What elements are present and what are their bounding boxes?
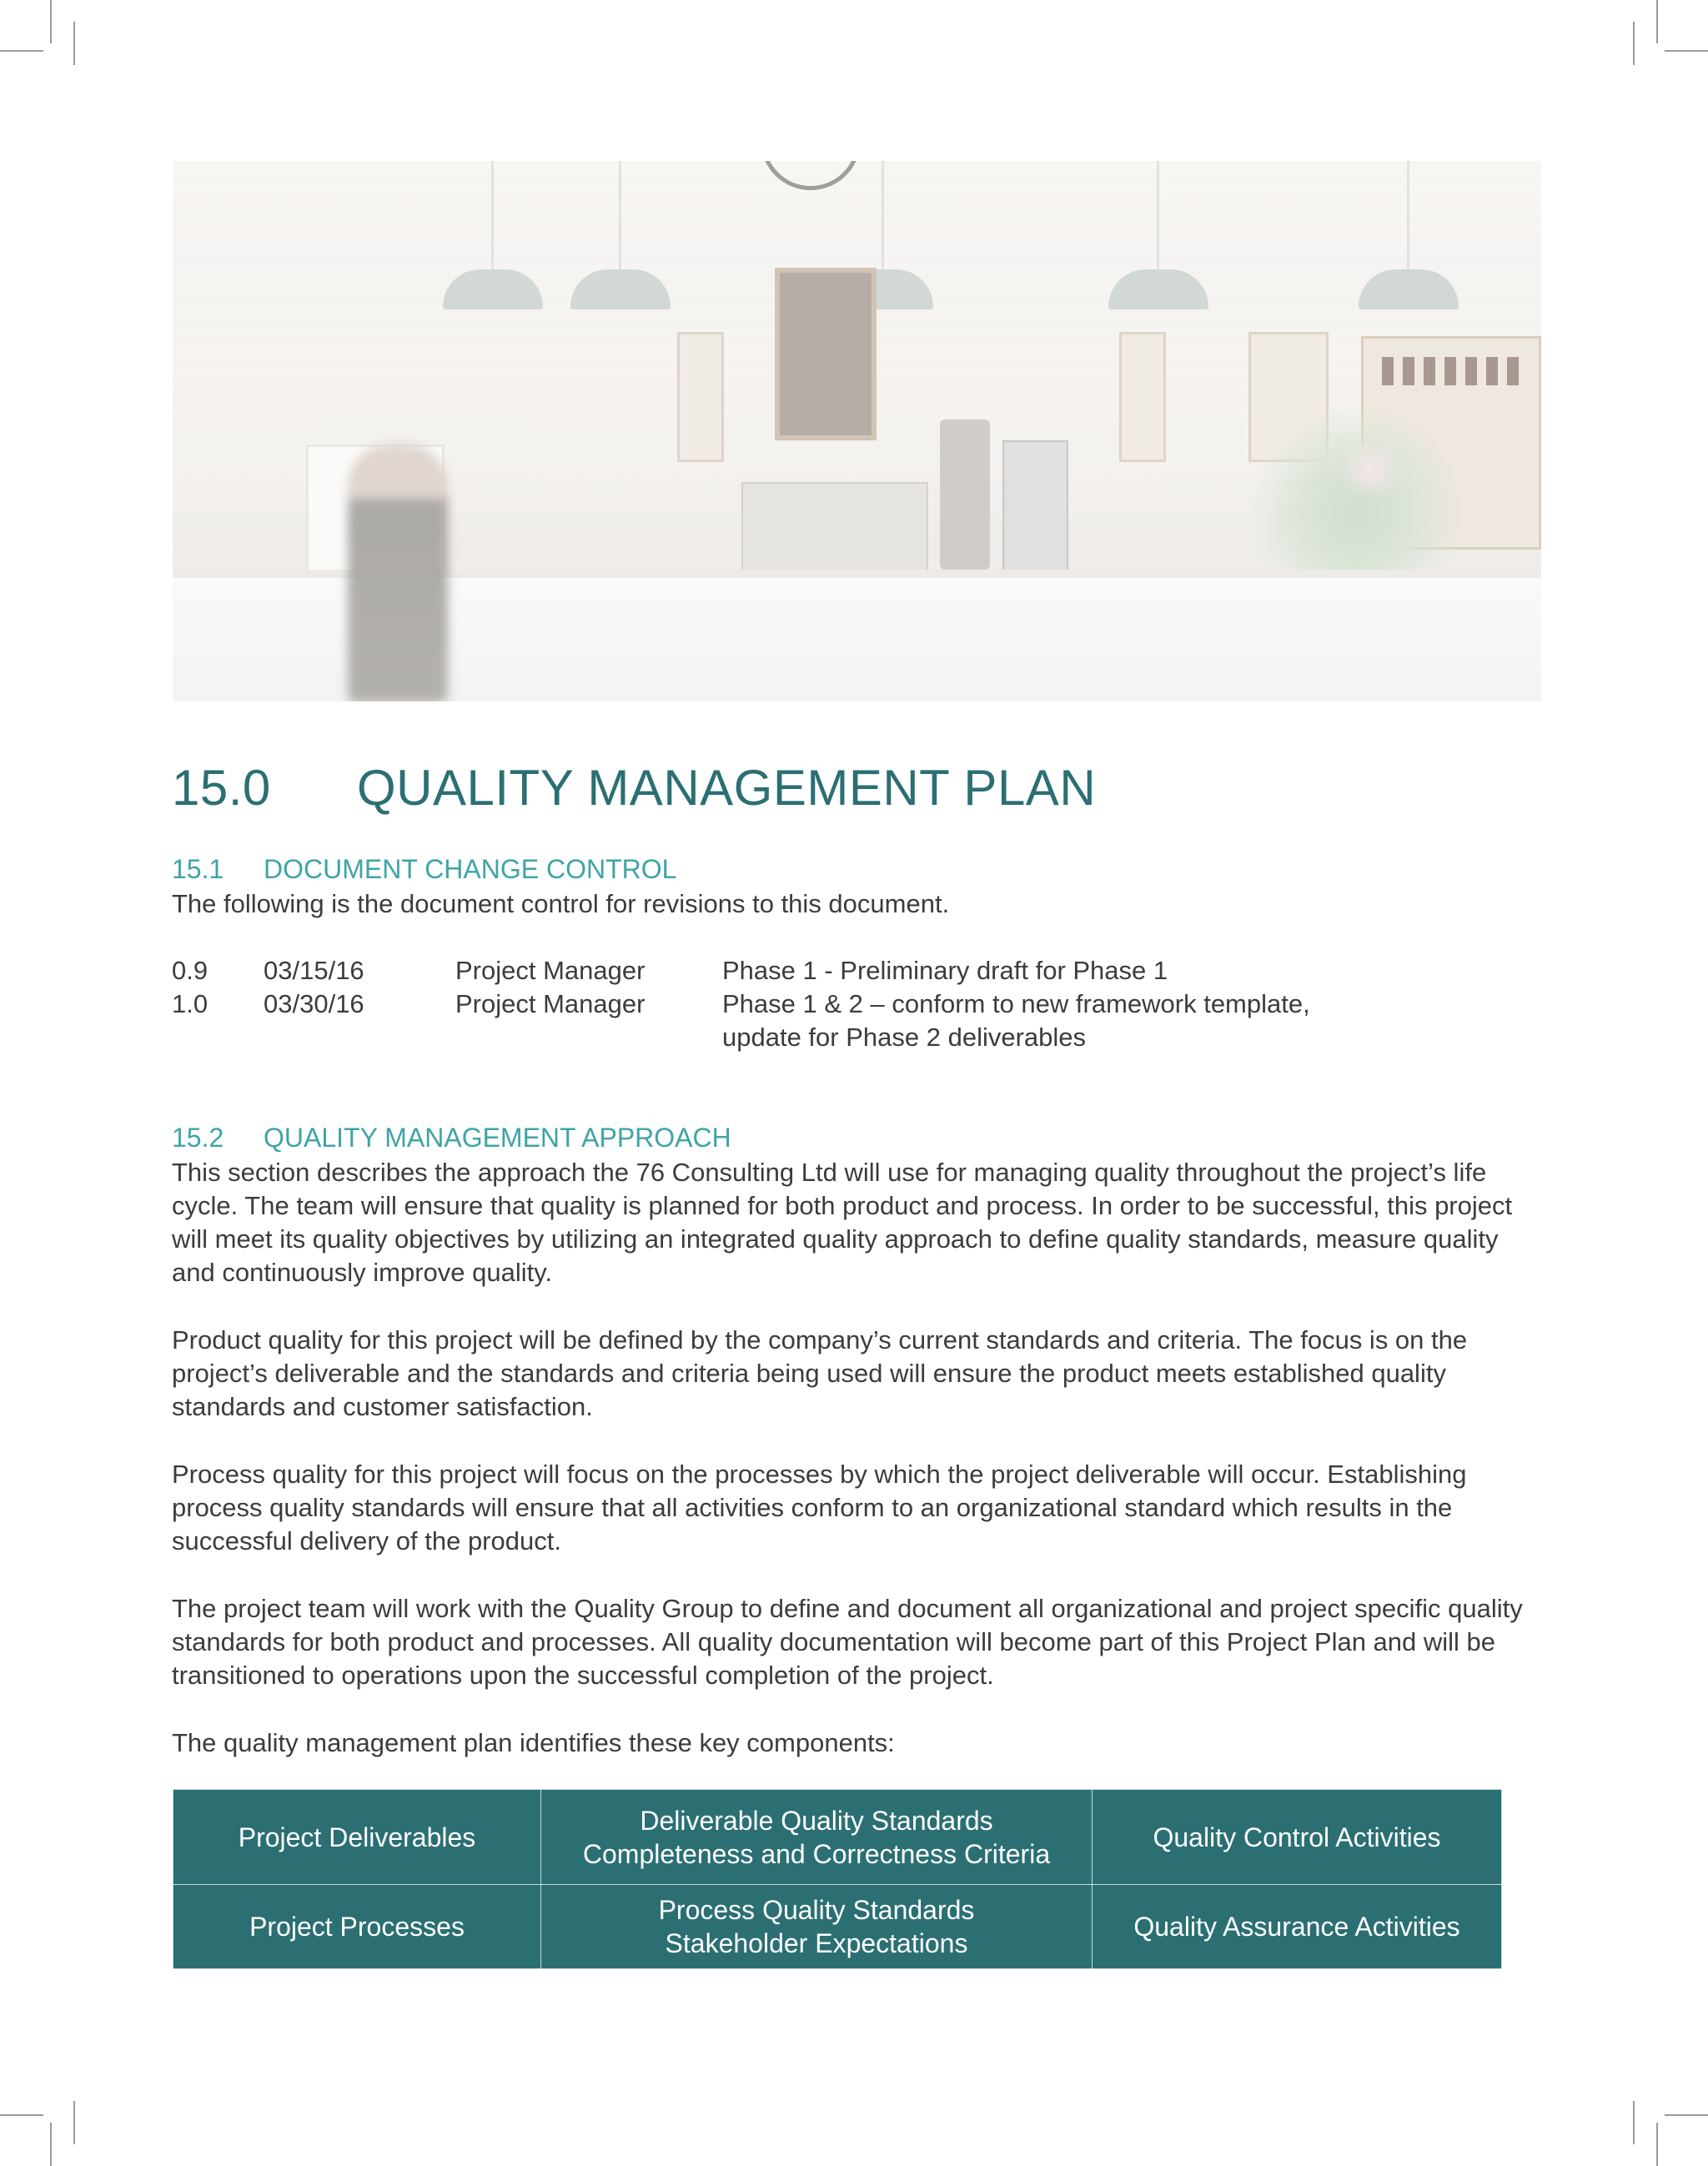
cell-line: Deliverable Quality Standards: [640, 1805, 993, 1836]
crop-mark: [1665, 50, 1708, 52]
subsection-number: 15.2: [172, 1123, 224, 1153]
hero-photo-cafe: [173, 161, 1541, 701]
section-number: 15.0: [172, 760, 271, 816]
table-cell: Quality Control Activities: [1093, 1790, 1502, 1885]
revision-date: 03/30/16: [264, 989, 364, 1018]
revision-description: Phase 1 - Preliminary draft for Phase 1: [722, 956, 1168, 985]
table-row: [173, 1790, 1502, 1885]
key-components-intro: The quality management plan identifies these key components:: [172, 1728, 895, 1757]
crop-mark: [50, 0, 52, 43]
subsection-heading-quality-approach: [172, 1123, 731, 1153]
crop-mark: [73, 22, 75, 65]
table-row: [173, 1885, 1502, 1969]
revision-author: Project Manager: [455, 956, 646, 985]
revision-date: 03/15/16: [264, 956, 364, 985]
documentation-paragraph: The project team will work with the Quality Group to define and document all organizational and project specific quality standards for both product and processes. All quality documentation will become part of this Project Plan and will be transitioned to operations upon the successful completion of the project.: [172, 1594, 1523, 1690]
approach-paragraph: This section describes the approach the 76 Consulting Ltd will use for managing quality throughout the project’s life cycle. The team will ensure that quality is planned for both product and process. In order to be successful, this project will meet its quality objectives by utilizing an integrated quality approach to define quality standards, measure quality and continuously improve quality.: [172, 1158, 1513, 1287]
table-cell: Quality Assurance Activities: [1093, 1885, 1502, 1969]
revision-description: Phase 1 & 2 – conform to new framework template, update for Phase 2 deliverables: [722, 989, 1310, 1052]
crop-mark: [50, 2123, 52, 2166]
crop-mark: [1656, 0, 1658, 43]
table-cell: [541, 1790, 1093, 1885]
crop-mark: [1656, 2123, 1658, 2166]
crop-mark: [1665, 2114, 1708, 2116]
section-heading: [172, 759, 1096, 817]
table-cell: Project Processes: [173, 1885, 541, 1969]
process-quality-paragraph: Process quality for this project will focus on the processes by which the project deliverable will occur. Establishing process quality standards will ensure that all activities conform to an organizational standard which results in the successful delivery of the product.: [172, 1460, 1467, 1555]
subsection-title: DOCUMENT CHANGE CONTROL: [264, 854, 677, 884]
crop-mark: [1633, 2101, 1635, 2144]
product-quality-paragraph: Product quality for this project will be defined by the company’s current standards and criteria. The focus is on the project’s deliverable and the standards and criteria being used will ensure the product meets established quality standards and customer satisfaction.: [172, 1325, 1468, 1421]
cell-line: Process Quality Standards: [658, 1895, 975, 1925]
section-title: QUALITY MANAGEMENT PLAN: [357, 760, 1097, 816]
crop-mark: [73, 2101, 75, 2144]
key-components-table: [173, 1789, 1502, 1969]
cell-line: Completeness and Correctness Criteria: [582, 1838, 1051, 1869]
crop-mark: [0, 2114, 43, 2116]
crop-mark: [0, 50, 43, 52]
subsection-title: QUALITY MANAGEMENT APPROACH: [264, 1123, 731, 1153]
change-control-intro: The following is the document control for revisions to this document.: [172, 889, 950, 918]
cell-line: Stakeholder Expectations: [665, 1928, 968, 1958]
revision-version: 0.9: [172, 956, 208, 985]
subsection-number: 15.1: [172, 854, 224, 884]
table-cell: [541, 1885, 1093, 1969]
table-cell: Project Deliverables: [173, 1790, 541, 1885]
revision-version: 1.0: [172, 989, 208, 1018]
crop-mark: [1633, 22, 1635, 65]
revision-author: Project Manager: [455, 989, 646, 1018]
subsection-heading-change-control: [172, 854, 676, 885]
